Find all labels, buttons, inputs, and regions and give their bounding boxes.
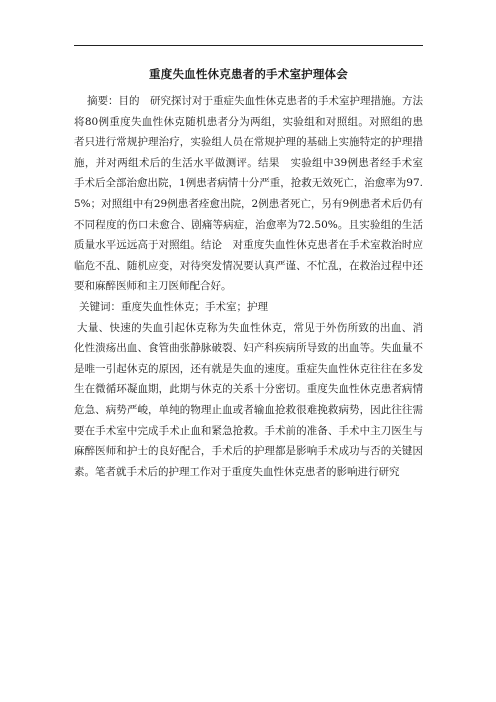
keywords-line: 关键词：重度失血性休克；手术室；护理: [79, 300, 268, 313]
intro-paragraph: 大量、快速的失血引起休克称为失血性休克，常见于外伤所致的出血、消化性溃疡出血、食管曲张静脉破裂、妇产科疾病所导致的出血等。失血量不是唯一引起休克的原因，还有就是失血的速度。重症失血性休克往往在多发生在微循环凝血期，此期与休克的关系十分密切。重度失血性休克患者病情危急、病势严峻，单纯的物理止血或者输血抢救很难挽救病势，因此往往需要在手术室中完成手术止血和紧急抢救。手术前的准备、手术中主刀医生与麻醉医师和护士的良好配合，手术后的护理都是影响手术成功与否的关键因素。笔者就手术后的护理工作对于重度失血性休克患者的影响进行研究: [74, 321, 423, 478]
document-title: 重度失血性休克患者的手术室护理体会: [149, 67, 348, 81]
abstract-paragraph: 摘要：目的 研究探讨对于重症失血性休克患者的手术室护理措施。方法 将80例重度失血性休克随机患者分为两组，实验组和对照组。对照组的患者只进行常规护理治疗，实验组人员在常规护理的基础上实施特定的护理措施，并对两组术后的生活水平做测评。结果 实验组中39例患者经手术室手术后全部治愈出院，1例患者病情十分严重，抢救无效死亡，治愈率为97.5%；对照组中有29例患者痊愈出院，2例患者死亡，另有9例患者术后仍有不同程度的伤口未愈合、剧痛等病症，治愈率为72.50%。且实验组的生活质量水平远远高于对照组。结论 对重度失血性休克患者在手术室救治时应临危不乱、随机应变，对待突发情况要认真严谨、不忙乱，在救治过程中还要和麻醉医师和主刀医师配合好。: [74, 95, 434, 293]
document-body: [74, 91, 434, 482]
header-rule: [74, 45, 423, 46]
